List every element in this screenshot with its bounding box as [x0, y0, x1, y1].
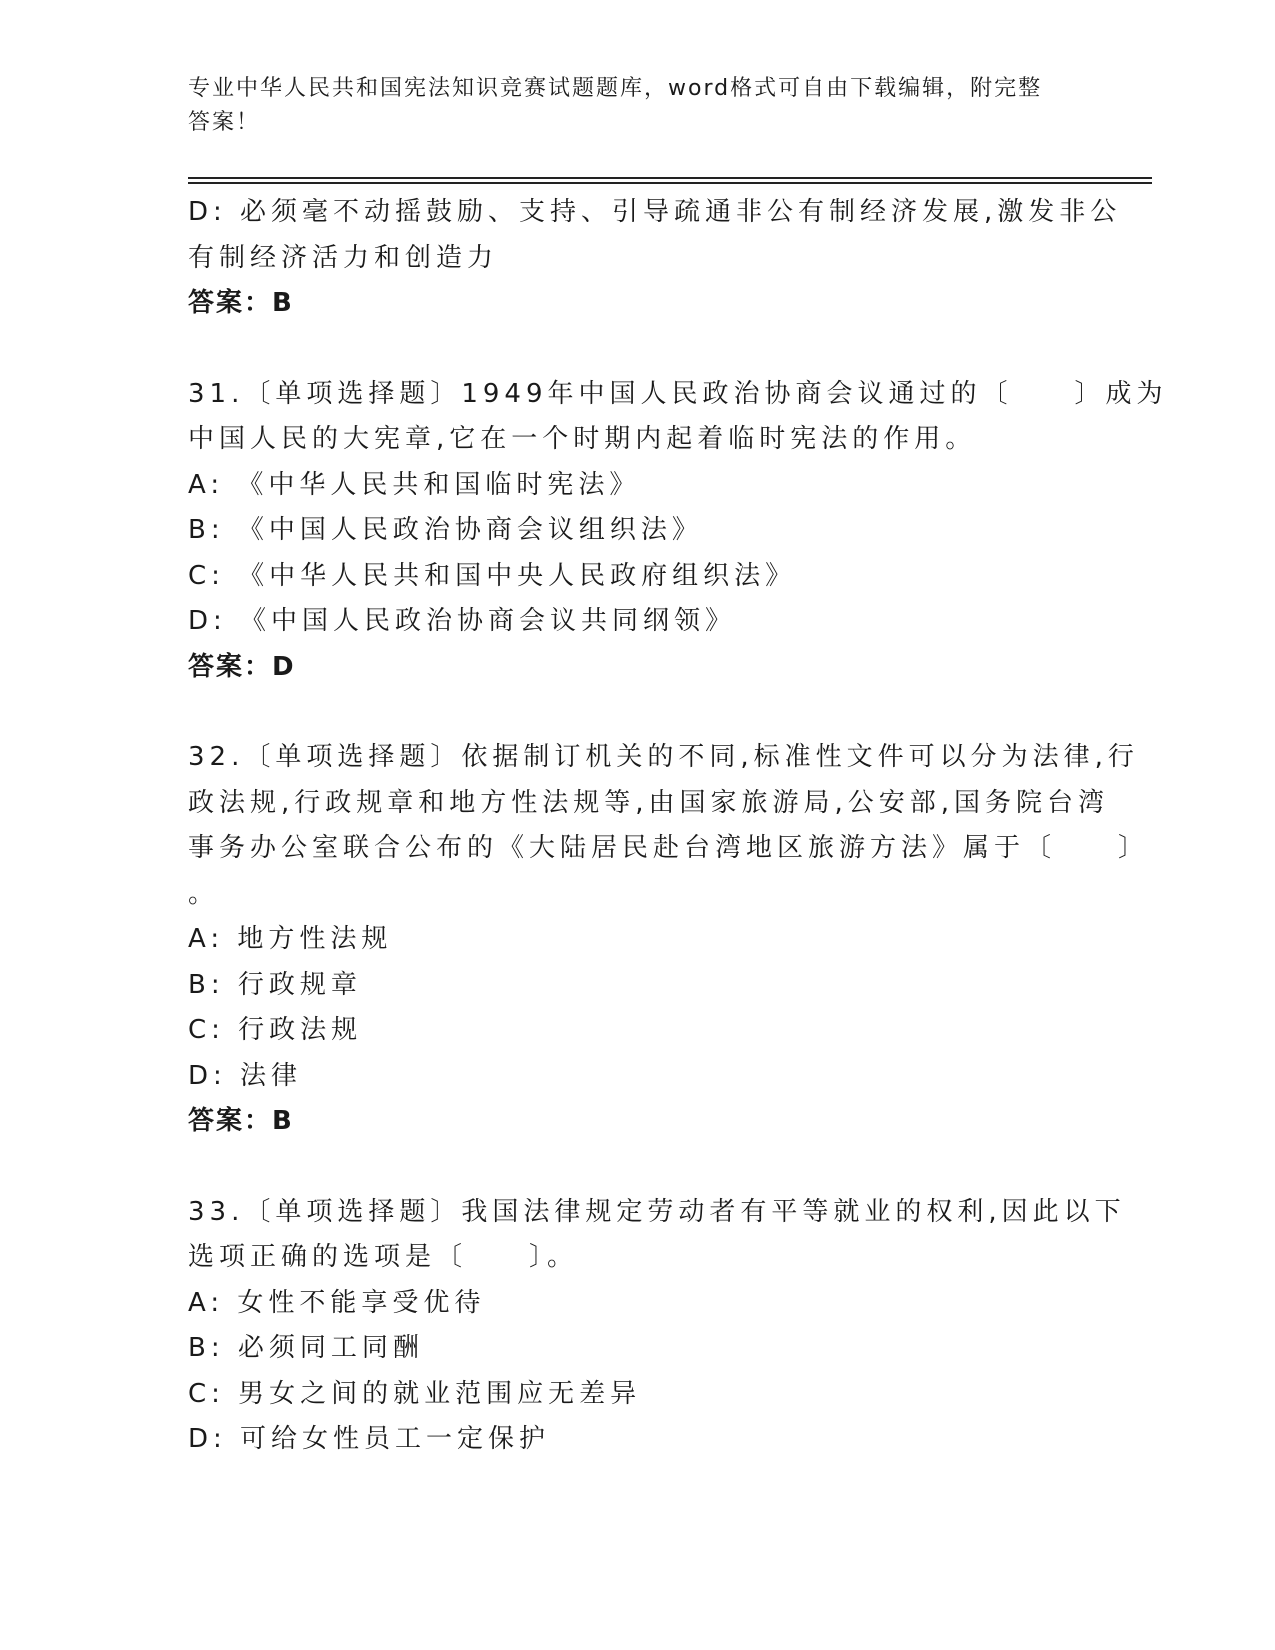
option-a: A: 《中华人民共和国临时宪法》 — [188, 469, 641, 500]
question-stem-line2: 中国人民的大宪章,它在一个时期内起着临时宪法的作用。 — [188, 424, 977, 454]
question-block-30-tail — [188, 190, 1122, 327]
question-block-33 — [188, 1190, 1126, 1463]
answer-label: 答案：B — [188, 288, 294, 318]
question-stem-line4: 。 — [188, 878, 220, 909]
answer-label: 答案：B — [188, 1106, 294, 1136]
question-stem-line1: 31.〔单项选择题〕1949年中国人民政治协商会议通过的〔 〕成为 — [188, 378, 1168, 409]
question-block-31 — [188, 372, 1168, 691]
header-divider-top — [188, 177, 1152, 179]
page-content — [188, 190, 1168, 1463]
question-stem-line2: 选项正确的选项是〔 〕。 — [188, 1242, 579, 1272]
option-b: B: 《中国人民政治协商会议组织法》 — [188, 515, 703, 545]
option-d-line1: D: 必须毫不动摇鼓励、支持、引导疏通非公有制经济发展,激发非公 — [188, 197, 1122, 227]
option-b: B: 必须同工同酬 — [188, 1333, 424, 1363]
question-stem-line1: 33.〔单项选择题〕我国法律规定劳动者有平等就业的权利,因此以下 — [188, 1196, 1126, 1227]
option-d: D: 《中国人民政治协商会议共同纲领》 — [188, 606, 737, 636]
option-a: A: 女性不能享受优待 — [188, 1287, 486, 1318]
header-title-line1: 专业中华人民共和国宪法知识竞赛试题题库，word格式可自由下载编辑，附完整 — [188, 76, 1043, 101]
question-stem-line2: 政法规,行政规章和地方性法规等,由国家旅游局,公安部,国务院台湾 — [188, 787, 1110, 818]
option-a: A: 地方性法规 — [188, 924, 393, 954]
option-c: C: 男女之间的就业范围应无差异 — [188, 1378, 642, 1409]
header-title-line2: 答案！ — [188, 110, 261, 135]
header-divider-bottom — [188, 182, 1152, 184]
question-stem-line3: 事务办公室联合公布的《大陆居民赴台湾地区旅游方法》属于〔 〕 — [188, 833, 1150, 863]
question-stem-line1: 32.〔单项选择题〕依据制订机关的不同,标准性文件可以分为法律,行 — [188, 742, 1139, 772]
page-header — [188, 72, 1068, 140]
option-c: C: 《中华人民共和国中央人民政府组织法》 — [188, 560, 797, 591]
spacer — [188, 327, 1088, 372]
option-d: D: 法律 — [188, 1060, 303, 1091]
spacer — [188, 1145, 1088, 1190]
answer-label: 答案：D — [188, 651, 296, 682]
option-b: B: 行政规章 — [188, 969, 362, 1000]
option-c: C: 行政法规 — [188, 1015, 363, 1045]
question-block-32 — [188, 735, 1150, 1145]
spacer — [188, 690, 1088, 735]
option-d: D: 可给女性员工一定保护 — [188, 1424, 551, 1454]
option-d-line2: 有制经济活力和创造力 — [188, 242, 499, 273]
